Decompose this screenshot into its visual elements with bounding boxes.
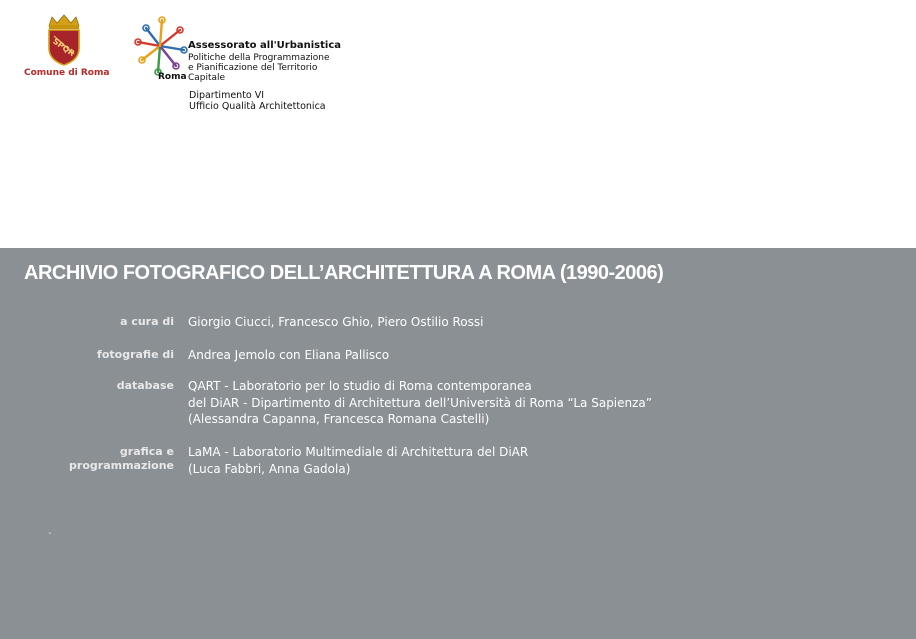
department-block (189, 90, 326, 112)
assessorato-line: Politiche della Programmazione (188, 53, 330, 63)
credit-role-line: a cura di (120, 315, 174, 328)
assessorato-line: e Pianificazione del Territorio (188, 63, 318, 73)
department-office: Ufficio Qualità Architettonica (189, 101, 326, 112)
assessorato-line: Capitale (188, 73, 226, 83)
header (0, 0, 916, 248)
comune-logo (24, 14, 110, 78)
credit-name-line: (Luca Fabbri, Anna Gadola) (188, 461, 351, 476)
credit-role-line: fotografie di (97, 348, 174, 361)
credit-role (24, 379, 174, 393)
credit-role (24, 348, 174, 362)
roma-capitale-star-icon (134, 16, 190, 78)
credit-role-line: grafica e (119, 445, 174, 458)
credit-name-line: del DiAR - Dipartimento di Architettura dell’Università di Roma “La Sapienza” (188, 395, 652, 410)
comune-label: Comune di Roma (24, 68, 110, 78)
credit-name-line: LaMA - Laboratorio Multimediale di Architettura del DiAR (188, 445, 529, 459)
credit-role (24, 315, 174, 329)
credit-role-line: database (116, 379, 174, 392)
credit-role (24, 445, 174, 473)
credit-names (188, 444, 528, 477)
credit-name-line: Andrea Jemolo con Eliana Pallisco (188, 348, 390, 362)
credit-name-line: Giorgio Ciucci, Francesco Ghio, Piero Ostilio Rossi (188, 315, 484, 329)
credit-names (188, 347, 389, 364)
credits-panel (0, 248, 916, 639)
separator-dash: - (48, 528, 52, 539)
page-title: ARCHIVIO FOTOGRAFICO DELL’ARCHITETTURA A ROMA (1990-2006) (24, 262, 664, 284)
credit-name-line: (Alessandra Capanna, Francesca Romana Castelli) (188, 412, 490, 426)
credit-names (188, 314, 483, 331)
credit-role-line: programmazione (69, 459, 174, 472)
shield-text: SPQR (51, 36, 77, 59)
credit-names (188, 378, 652, 428)
credit-name-line: QART - Laboratorio per lo studio di Roma contemporanea (188, 379, 532, 393)
department-line: Dipartimento VI (189, 90, 265, 101)
assessorato-title: Assessorato all'Urbanistica (188, 40, 342, 51)
roma-crest-icon (42, 14, 86, 66)
roma-label: Roma (158, 72, 187, 82)
